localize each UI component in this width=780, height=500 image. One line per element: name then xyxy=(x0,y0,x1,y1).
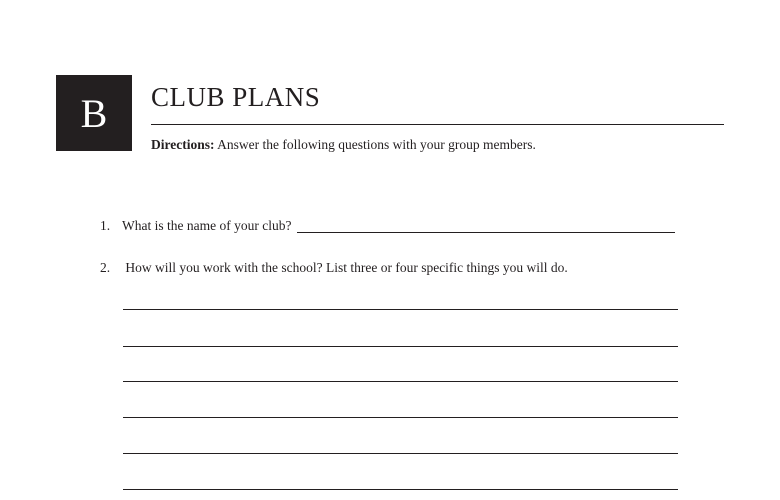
question-number: 2. xyxy=(100,260,111,275)
section-letter-box xyxy=(56,75,132,151)
question-1 xyxy=(100,218,675,234)
question-text: How will you work with the school? List three or four specific things you will do. xyxy=(125,260,568,275)
section-letter: B xyxy=(80,91,108,136)
title-rule xyxy=(151,124,724,125)
answer-line-6[interactable] xyxy=(123,489,678,490)
answer-line-5[interactable] xyxy=(123,453,678,454)
answer-line-4[interactable] xyxy=(123,417,678,418)
question-2 xyxy=(100,260,568,276)
question-number: 1. xyxy=(100,218,111,233)
directions-label: Directions: xyxy=(151,137,215,152)
club-name-answer-line[interactable] xyxy=(297,232,675,233)
answer-line-2[interactable] xyxy=(123,346,678,347)
page-title: CLUB PLANS xyxy=(151,82,321,112)
answer-line-1[interactable] xyxy=(123,309,678,310)
directions-text: Answer the following questions with your group members. xyxy=(214,137,536,152)
question-text: What is the name of your club? xyxy=(122,218,292,233)
directions xyxy=(151,137,536,153)
answer-line-3[interactable] xyxy=(123,381,678,382)
